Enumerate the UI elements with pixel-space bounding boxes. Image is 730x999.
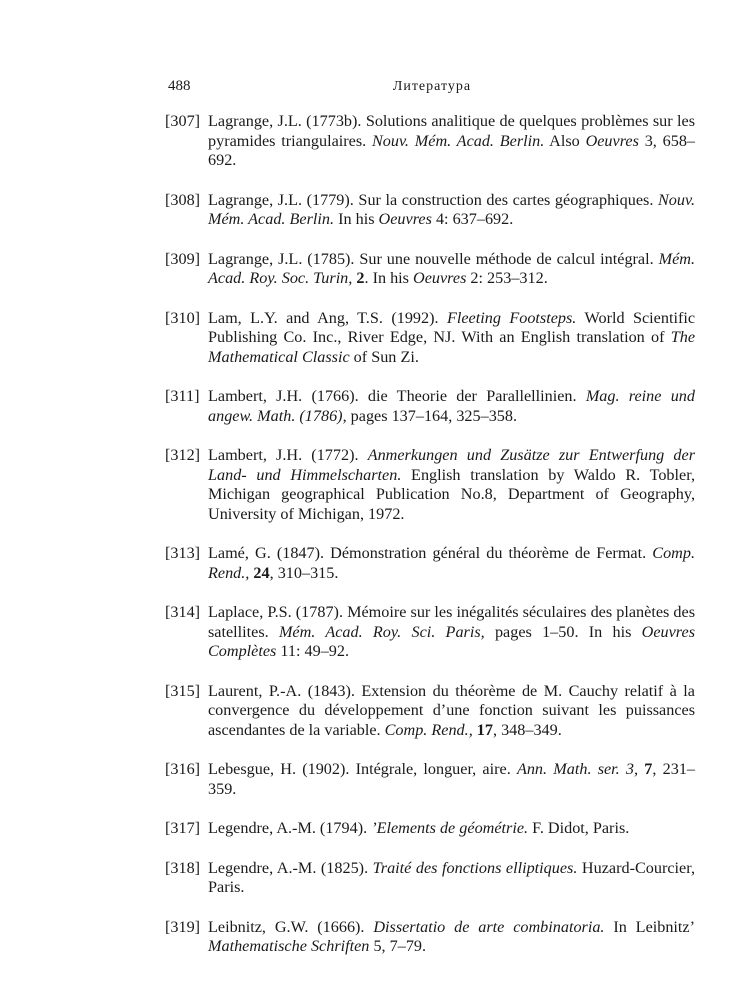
- reference-text: , 348–349.: [492, 720, 562, 739]
- reference-text: Traité des fonctions elliptiques.: [372, 858, 578, 877]
- reference-entry: [165, 760, 695, 799]
- reference-number: [315]: [165, 681, 201, 700]
- reference-text: Mathematische Schriften: [208, 937, 370, 955]
- reference-list: [165, 112, 695, 957]
- reference-text: Mag. reine und angew. Math. (1786),: [208, 387, 695, 425]
- reference-text: Oeuvres Complètes: [208, 622, 695, 660]
- running-title: Литература: [392, 79, 472, 94]
- reference-text: 7: [644, 760, 653, 778]
- reference-entry: [165, 191, 695, 230]
- reference-text: Leibnitz, G.W. (1666).: [208, 917, 374, 936]
- reference-text: Laplace, P.S. (1787). Mémoire sur les inégalités séculaires des planètes des satellites.: [208, 603, 695, 641]
- reference-entry: [165, 859, 695, 898]
- reference-text: Lambert, J.H. (1766). die Theorie der Parallellinien.: [208, 387, 586, 405]
- reference-text: Nouv. Mém. Acad. Berlin.: [208, 190, 695, 228]
- reference-text: World Scientific Publishing Co. Inc., River Edge, NJ. With an English translation of: [208, 308, 696, 346]
- reference-text: F. Didot, Paris.: [528, 819, 630, 837]
- page-number: 488: [168, 78, 191, 94]
- reference-text: Ann. Math. ser. 3,: [516, 760, 639, 778]
- reference-text: Dissertatio de arte combinatoria.: [373, 917, 605, 936]
- reference-entry: [165, 603, 695, 662]
- reference-entry: [165, 918, 695, 957]
- reference-text: 17: [476, 720, 493, 739]
- reference-entry: [165, 387, 695, 426]
- reference-entry: [165, 446, 695, 524]
- reference-text: Also: [544, 131, 586, 150]
- reference-number: [318]: [165, 858, 201, 877]
- reference-entry: [165, 682, 695, 741]
- reference-text: , 231–359.: [208, 760, 695, 798]
- reference-text: Lam, L.Y. and Ang, T.S. (1992).: [208, 308, 447, 327]
- page-header: [168, 78, 696, 100]
- reference-text: Lagrange, J.L. (1785). Sur une nouvelle méthode de calcul intégral.: [208, 249, 659, 268]
- reference-text: 11: 49–92.: [276, 642, 350, 660]
- reference-text: Lebesgue, H. (1902). Intégrale, longuer, aire.: [208, 760, 517, 778]
- reference-number: [319]: [165, 917, 201, 936]
- reference-number: [312]: [165, 446, 201, 464]
- reference-text: 5, 7–79.: [369, 937, 427, 955]
- reference-text: Lagrange, J.L. (1779). Sur la construction des cartes géographiques.: [208, 190, 658, 209]
- reference-text: , 310–315.: [269, 563, 339, 582]
- reference-text: Anmerkungen und Zusätze zur Entwerfung der Land- und Himmelscharten.: [208, 446, 696, 484]
- reference-number: [314]: [165, 603, 201, 621]
- reference-text: Legendre, A.-M. (1794).: [208, 819, 372, 837]
- reference-text: 24: [253, 563, 270, 582]
- reference-text: pages 137–164, 325–358.: [346, 406, 518, 425]
- reference-text: Mém. Acad. Roy. Soc. Turin,: [208, 249, 695, 287]
- reference-text: of Sun Zi.: [349, 347, 419, 366]
- reference-text: Nouv. Mém. Acad. Berlin.: [371, 131, 545, 150]
- reference-entry: [165, 819, 695, 839]
- reference-text: 3, 658–692.: [208, 131, 696, 169]
- reference-text: Oeuvres: [585, 131, 639, 150]
- reference-text: Laurent, P.-A. (1843). Extension du théorème de M. Cauchy relatif à la convergence du développement d’une fonction suivant les puissances ascendantes de la variable.: [208, 681, 695, 739]
- reference-number: [309]: [165, 249, 201, 268]
- reference-text: Comp. Rend.,: [384, 720, 473, 739]
- reference-text: Lagrange, J.L. (1773b). Solutions analitique de quelques problèmes sur les pyramides triangulaires.: [208, 112, 695, 150]
- reference-number: [307]: [165, 112, 201, 130]
- reference-number: [310]: [165, 308, 201, 327]
- reference-entry: [165, 309, 695, 368]
- reference-text: Lambert, J.H. (1772).: [208, 446, 368, 464]
- reference-text: pages 1–50. In his: [484, 622, 642, 641]
- reference-entry: [165, 544, 695, 583]
- reference-text: Legendre, A.-M. (1825).: [208, 858, 373, 877]
- reference-text: Comp. Rend.,: [208, 544, 695, 582]
- reference-number: [316]: [165, 760, 201, 778]
- reference-text: . In his: [364, 269, 414, 287]
- reference-text: ’Elements de géométrie.: [371, 819, 529, 837]
- reference-entry: [165, 250, 695, 289]
- reference-text: Lamé, G. (1847). Démonstration général du théorème de Fermat.: [208, 544, 653, 562]
- reference-text: 2: [356, 269, 365, 287]
- reference-text: Oeuvres: [378, 210, 432, 228]
- reference-number: [313]: [165, 544, 201, 562]
- reference-text: English translation by Waldo R. Tobler, Michigan geographical Publication No.8, Department of Geography, University of Michigan, 1972.: [208, 465, 695, 523]
- reference-entry: [165, 112, 695, 171]
- reference-text: In Leibnitz’: [604, 917, 696, 936]
- reference-text: 2: 253–312.: [466, 269, 548, 287]
- reference-text: In his: [334, 210, 379, 228]
- reference-number: [308]: [165, 190, 201, 209]
- reference-text: Fleeting Footsteps.: [446, 308, 577, 327]
- reference-text: Huzard-Courcier, Paris.: [208, 858, 695, 896]
- reference-number: [317]: [165, 819, 201, 837]
- reference-text: Mém. Acad. Roy. Sci. Paris,: [278, 622, 485, 641]
- reference-text: Oeuvres: [413, 269, 467, 287]
- reference-number: [311]: [165, 387, 200, 405]
- reference-text: 4: 637–692.: [431, 210, 514, 228]
- reference-text: The Mathematical Classic: [208, 328, 695, 366]
